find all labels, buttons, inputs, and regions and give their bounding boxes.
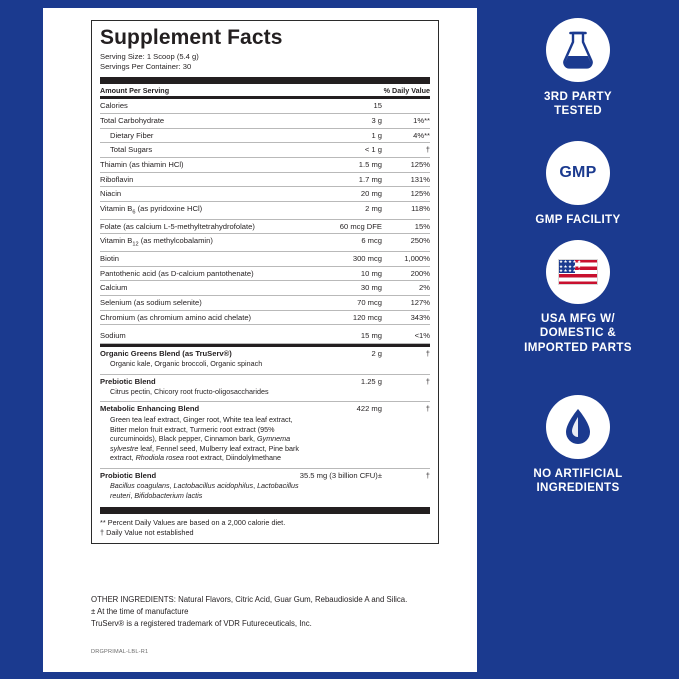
nutrient-name: Biotin: [100, 251, 324, 266]
blend-name: Prebiotic Blend: [100, 376, 156, 386]
nutrient-amount: 120 mcg: [324, 310, 386, 325]
amount-per-serving-header: Amount Per Serving: [100, 85, 170, 95]
other-ingredients-block: [91, 594, 441, 630]
table-column-headers: [100, 84, 430, 97]
table-row: [100, 201, 430, 219]
nutrient-amount: 1.7 mg: [324, 172, 386, 187]
table-row: [100, 296, 430, 311]
water-drop-icon: [563, 407, 593, 447]
nutrient-name: Niacin: [100, 187, 324, 202]
blend-amount: 35.5 mg (3 billion CFU)±: [299, 470, 382, 480]
blend-name: Metabolic Enhancing Blend: [100, 404, 200, 414]
blend-amount: 2 g: [371, 348, 382, 358]
nutrient-daily-value: 2%: [386, 281, 430, 296]
nutrient-name: Folate (as calcium L-5-methyltetrahydrofolate): [100, 219, 324, 234]
supplement-label-panel: [43, 8, 477, 672]
nutrient-daily-value: 15%: [386, 219, 430, 234]
badge-no-artificial: [477, 395, 679, 496]
nutrient-name: Total Carbohydrate: [100, 113, 324, 128]
table-row: [100, 310, 430, 325]
blend-daily-value: †: [425, 376, 430, 386]
table-row: [100, 143, 430, 158]
blend-daily-value: †: [425, 470, 430, 480]
blend-cell: [100, 402, 300, 465]
flask-icon: [561, 30, 595, 70]
nutrient-daily-value: 4%**: [386, 128, 430, 143]
badge-label-no-artificial: NO ARTIFICIAL INGREDIENTS: [533, 467, 623, 495]
nutrient-amount: 15: [324, 99, 386, 113]
badge-3rd-party-tested: [477, 18, 679, 119]
table-row: [100, 172, 430, 187]
nutrient-table: [100, 99, 430, 343]
nutrient-name: Thiamin (as thiamin HCl): [100, 157, 324, 172]
nutrient-daily-value: 200%: [386, 266, 430, 281]
nutrient-amount: 60 mcg DFE: [324, 219, 386, 234]
blend-ingredients: Bacillus coagulans, Lactobacillus acidophilus, Lactobacillus reuteri, Bifidobacterium lactis: [110, 481, 299, 500]
supplement-facts-box: [91, 20, 439, 544]
nutrient-amount: 300 mcg: [324, 251, 386, 266]
trademark-note: TruServ® is a registered trademark of VDR Futureceuticals, Inc.: [91, 619, 312, 629]
blend-cell: [100, 468, 300, 502]
blend-cell: [100, 347, 300, 371]
page-title: Supplement Facts: [100, 26, 283, 49]
nutrient-daily-value: 118%: [386, 201, 430, 219]
table-row: [100, 113, 430, 128]
nutrient-amount: 70 mcg: [324, 296, 386, 311]
blend-row: [100, 347, 430, 371]
nutrient-name: Calcium: [100, 281, 324, 296]
blend-name: Probiotic Blend: [100, 470, 157, 480]
table-row: [100, 187, 430, 202]
gmp-icon-circle: [546, 141, 610, 205]
nutrient-daily-value: 127%: [386, 296, 430, 311]
usa-flag-icon-circle: [546, 240, 610, 304]
nutrient-daily-value: 1%**: [386, 113, 430, 128]
divider-thick-bottom: [100, 507, 430, 514]
nutrient-name: Vitamin $B_{12}$ (as methylcobalamin): [100, 234, 324, 252]
badge-usa-mfg: [477, 240, 679, 355]
badge-label-3rd-party-tested: 3RD PARTY TESTED: [544, 90, 612, 118]
nutrient-amount: 2 mg: [324, 201, 386, 219]
blend-daily-value: †: [425, 404, 430, 414]
nutrient-daily-value: [386, 99, 430, 113]
blend-row: [100, 402, 430, 465]
footnote-daily-values: ** Percent Daily Values are based on a 2,000 calorie diet.: [100, 517, 286, 527]
badge-label-gmp-facility: GMP FACILITY: [535, 213, 621, 226]
usa-flag-icon: ★★★★★ ★★★★★ ★★★★★: [558, 259, 598, 285]
other-ingredients: OTHER INGREDIENTS: Natural Flavors, Citric Acid, Guar Gum, Rebaudioside A and Silica.: [91, 595, 408, 604]
flask-icon-circle: [546, 18, 610, 82]
serving-size: Serving Size: 1 Scoop (5.4 g): [100, 52, 199, 62]
nutrient-name: Dietary Fiber: [100, 128, 324, 143]
nutrient-daily-value: <1%: [386, 329, 430, 343]
table-row: [100, 219, 430, 234]
blend-row: [100, 374, 430, 399]
nutrient-daily-value: 343%: [386, 310, 430, 325]
nutrient-amount: 1 g: [324, 128, 386, 143]
nutrient-amount: 10 mg: [324, 266, 386, 281]
blend-ingredients: Organic kale, Organic broccoli, Organic spinach: [110, 359, 263, 369]
nutrient-name: Chromium (as chromium amino acid chelate): [100, 310, 324, 325]
table-row: [100, 281, 430, 296]
nutrient-name: Sodium: [100, 329, 324, 343]
servings-per-container: Servings Per Container: 30: [100, 62, 192, 72]
badge-column: [477, 0, 679, 679]
blend-ingredients: Green tea leaf extract, Ginger root, White tea leaf extract, Bitter melon fruit extract, Turmeric root extract (95% curcuminoids), Black pepper, Cinnamon bark, Gymnema sylvestre leaf, Fennel seed, Mulberry leaf extract, Pine bark extract, Rhodiola rosea root extract, Diindolylmethane: [110, 414, 299, 463]
nutrient-amount: 15 mg: [324, 329, 386, 343]
blend-name: Organic Greens Blend (as TruServ®): [100, 348, 232, 358]
label-code: DRGPRIMAL-LBL-R1: [91, 649, 149, 655]
divider-thick-top: [100, 77, 430, 84]
table-row: [100, 251, 430, 266]
blend-amount: 1.25 g: [360, 376, 382, 386]
nutrient-name: Pantothenic acid (as D-calcium pantothenate): [100, 266, 324, 281]
table-row: [100, 99, 430, 113]
nutrient-amount: 1.5 mg: [324, 157, 386, 172]
blend-row: [100, 468, 430, 502]
table-row: [100, 234, 430, 252]
nutrient-daily-value: 250%: [386, 234, 430, 252]
nutrient-name: Vitamin $B_6$ (as pyridoxine HCl): [100, 201, 324, 219]
nutrient-daily-value: 131%: [386, 172, 430, 187]
nutrient-name: Total Sugars: [100, 143, 324, 158]
nutrient-amount: 30 mg: [324, 281, 386, 296]
blend-table: [100, 347, 430, 503]
nutrient-amount: 20 mg: [324, 187, 386, 202]
badge-label-usa-mfg: USA MFG W/ DOMESTIC & IMPORTED PARTS: [524, 312, 632, 354]
daily-value-header: % Daily Value: [383, 85, 430, 95]
nutrient-amount: 3 g: [324, 113, 386, 128]
nutrient-amount: 6 mcg: [324, 234, 386, 252]
nutrient-name: Riboflavin: [100, 172, 324, 187]
blend-amount: 422 mg: [356, 404, 382, 414]
manufacture-note: ± At the time of manufacture: [91, 607, 189, 617]
nutrient-daily-value: 125%: [386, 157, 430, 172]
badge-gmp-facility: [477, 141, 679, 227]
blend-ingredients: Citrus pectin, Chicory root fructo-oligosaccharides: [110, 387, 269, 397]
nutrient-name: Calories: [100, 99, 324, 113]
gmp-text-icon: GMP: [559, 164, 597, 181]
table-row: [100, 329, 430, 343]
blend-cell: [100, 374, 300, 399]
table-row: [100, 266, 430, 281]
nutrient-name: Selenium (as sodium selenite): [100, 296, 324, 311]
footnote-dv-not-established: † Daily Value not established: [100, 528, 194, 538]
nutrient-daily-value: 1,000%: [386, 251, 430, 266]
water-drop-icon-circle: [546, 395, 610, 459]
nutrient-daily-value: †: [386, 143, 430, 158]
table-row: [100, 157, 430, 172]
nutrient-amount: < 1 g: [324, 143, 386, 158]
nutrient-daily-value: 125%: [386, 187, 430, 202]
blend-daily-value: †: [425, 348, 430, 358]
table-row: [100, 128, 430, 143]
